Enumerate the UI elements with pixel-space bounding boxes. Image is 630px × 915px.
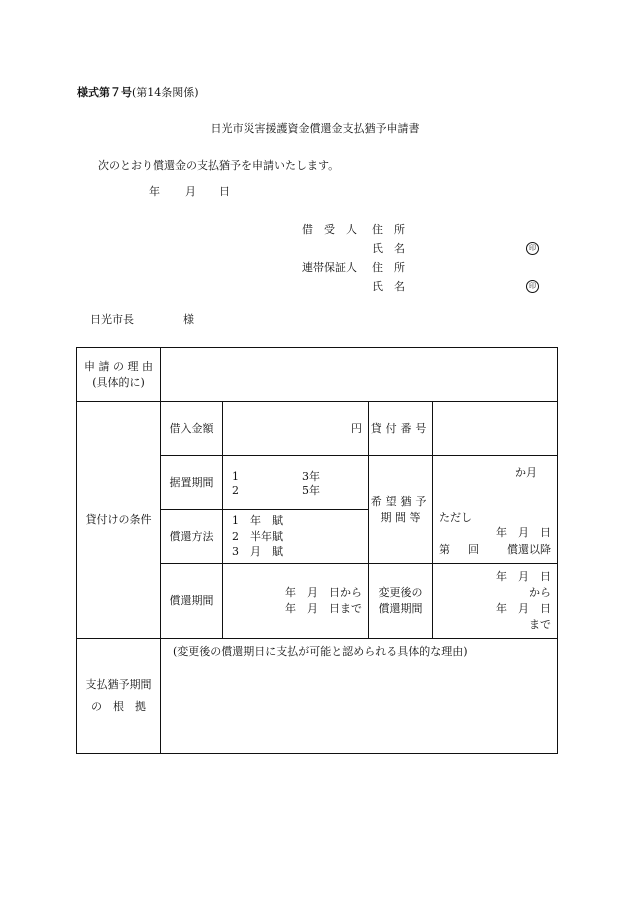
changed-from-kara: から xyxy=(529,586,551,600)
grace-options-cell[interactable] xyxy=(223,456,369,510)
guarantor-seal-mark: 印 xyxy=(526,280,539,293)
kai-label: 回 xyxy=(468,543,479,556)
reason-label-cell xyxy=(77,348,161,402)
borrower-name-label: 氏 名 xyxy=(372,242,405,255)
period-from: 年 月 日から xyxy=(285,586,362,600)
loan-amount-row xyxy=(77,402,558,456)
loan-amount-label: 借入金額 xyxy=(161,402,223,456)
document-title: 日光市災害援護資金償還金支払猶予申請書 xyxy=(210,122,420,135)
mayor-label: 日光市長 xyxy=(90,313,134,326)
method-options-cell[interactable] xyxy=(223,510,369,564)
desired-date-ymd: 年 月 日 xyxy=(496,526,551,539)
after-repayment-label: 償還以降 xyxy=(507,543,551,556)
intro-text: 次のとおり償還金の支払猶予を申請いたします。 xyxy=(98,159,340,172)
basis-label-sub: の 根 拠 xyxy=(91,700,146,713)
changed-from-ymd: 年 月 日 xyxy=(496,570,551,584)
guarantor-name-label: 氏 名 xyxy=(372,280,405,293)
reason-label-sub: (具体的に) xyxy=(92,375,145,389)
grace-option-2-value: 5年 xyxy=(302,483,320,497)
form-reference: (第14条関係) xyxy=(132,86,199,99)
form-number: 様式第７号 xyxy=(77,86,132,99)
changed-to-made: まで xyxy=(529,617,551,631)
loan-number-label: 貸付番号 xyxy=(369,402,433,456)
honorific: 様 xyxy=(183,313,194,326)
changed-period-cell[interactable] xyxy=(433,564,558,639)
months-unit: か月 xyxy=(515,466,537,479)
period-to: 年 月 日まで xyxy=(285,602,362,615)
method-option-monthly: 3 月 賦 xyxy=(232,545,283,559)
borrower-label: 借 受 人 xyxy=(302,223,357,236)
changed-to-ymd: 年 月 日 xyxy=(496,602,551,615)
yen-unit: 円 xyxy=(351,421,362,435)
period-label: 償還期間 xyxy=(161,564,223,639)
borrower-seal-mark: 印 xyxy=(526,242,539,255)
grace-option-2-number: 2 xyxy=(232,483,239,497)
changed-period-label-sub: 償還期間 xyxy=(378,602,423,615)
basis-label: 支払猶予期間 xyxy=(85,678,152,692)
method-option-annual: 1 年 賦 xyxy=(232,513,283,527)
conditions-label: 貸付けの条件 xyxy=(77,402,161,639)
grace-option-1-value: 3年 xyxy=(302,469,320,483)
loan-amount-cell[interactable] xyxy=(223,402,369,456)
date-month: 月 xyxy=(185,185,196,198)
basis-row xyxy=(77,639,558,754)
desired-period-label-cell xyxy=(369,456,433,564)
however-text: ただし xyxy=(439,511,472,524)
basis-input-cell[interactable] xyxy=(161,639,558,754)
desired-period-label-sub: 期 間 等 xyxy=(380,510,421,524)
desired-period-label: 希望猶予 xyxy=(370,494,431,508)
application-table xyxy=(76,347,558,754)
method-label: 償還方法 xyxy=(161,510,223,564)
guarantor-address-label: 住 所 xyxy=(372,261,405,274)
desired-period-cell[interactable] xyxy=(433,456,558,564)
reason-row xyxy=(77,348,558,402)
grace-option-1-number: 1 xyxy=(232,469,239,483)
borrower-address-label: 住 所 xyxy=(372,223,405,236)
grace-label: 据置期間 xyxy=(161,456,223,510)
loan-number-cell[interactable] xyxy=(433,402,558,456)
dai-label: 第 xyxy=(439,543,450,556)
date-day: 日 xyxy=(219,185,230,198)
reason-label: 申 請 の 理 由 xyxy=(84,359,153,373)
changed-period-label: 変更後の xyxy=(378,586,423,600)
changed-period-label-cell xyxy=(369,564,433,639)
period-cell[interactable] xyxy=(223,564,369,639)
form-number-line xyxy=(77,87,199,98)
basis-note: (変更後の償還期日に支払が可能と認められる具体的な理由) xyxy=(173,645,468,658)
guarantor-label: 連帯保証人 xyxy=(302,261,357,274)
reason-input-cell[interactable] xyxy=(161,348,558,402)
basis-label-cell xyxy=(77,639,161,754)
date-year: 年 xyxy=(149,185,160,198)
method-option-semiannual: 2 半年賦 xyxy=(232,529,283,543)
